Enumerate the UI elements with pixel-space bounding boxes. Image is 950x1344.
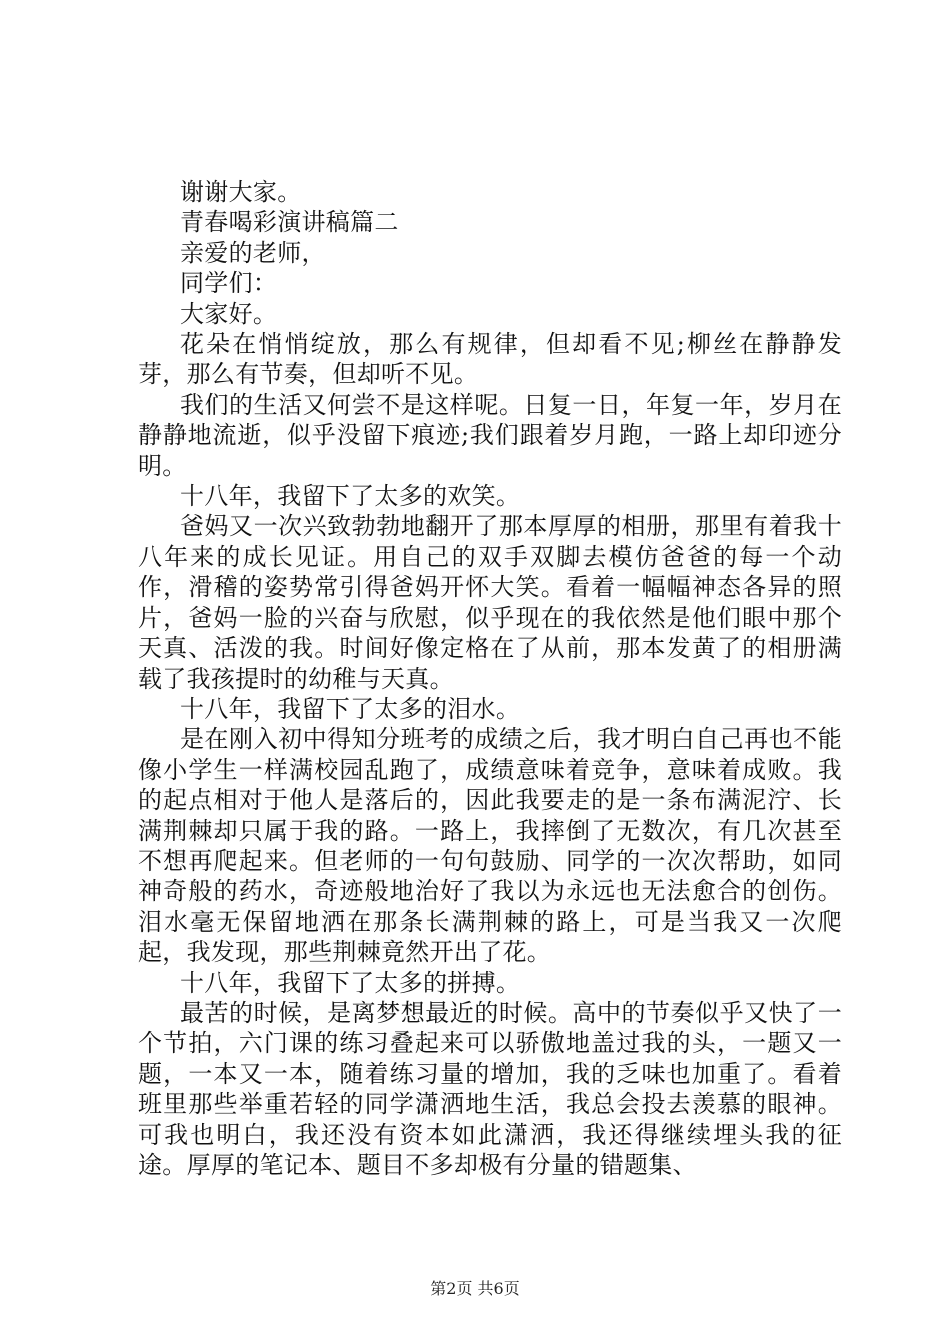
paragraph: 花朵在悄悄绽放，那么有规律，但却看不见;柳丝在静静发芽，那么有节奏，但却听不见。 [138,330,842,389]
section-title: 青春喝彩演讲稿篇二 [180,208,399,237]
document-body [138,177,842,1180]
paragraph: 是在刚入初中得知分班考的成绩之后，我才明白自己再也不能像小学生一样满校园乱跑了，成绩意味着竞争，意味着成败。我的起点相对于他人是落后的，因此我要走的是一条布满泥泞、长满荆棘却只属于我的路。一路上，我摔倒了无数次，有几次甚至不想再爬起来。但老师的一句句鼓励、同学的一次次帮助，如同神奇般的药水，奇迹般地治好了我以为永远也无法愈合的创伤。泪水毫无保留地洒在那条长满荆棘的路上，可是当我又一次爬起，我发现，那些荆棘竟然开出了花。 [138,725,842,967]
paragraph-closing-thanks: 谢谢大家。 [180,178,302,206]
paragraph: 爸妈又一次兴致勃勃地翻开了那本厚厚的相册，那里有着我十八年来的成长见证。用自己的双手双脚去模仿爸爸的每一个动作，滑稽的姿势常引得爸妈开怀大笑。看着一幅幅神态各异的照片，爸妈一脸的兴奋与欣慰，似乎现在的我依然是他们眼中那个天真、活泼的我。时间好像定格在了从前，那本发黄了的相册满载了我孩提时的幼稚与天真。 [138,512,842,693]
page-number-footer: 第2页 共6页 [430,1279,520,1298]
paragraph: 我们的生活又何尝不是这样呢。日复一日，年复一年，岁月在静静地流逝，似乎没留下痕迹;我们跟着岁月跑，一路上却印迹分明。 [138,390,842,480]
paragraph-heading-struggle: 十八年，我留下了太多的拼搏。 [180,968,521,997]
greeting-teachers: 亲爱的老师， [180,238,326,267]
paragraph: 最苦的时候，是离梦想最近的时候。高中的节奏似乎又快了一个节拍，六门课的练习叠起来可以骄傲地盖过我的头，一题又一题，一本又一本，随着练习量的增加，我的乏味也加重了。看着班里那些举重若轻的同学潇洒地生活，我总会投去羡慕的眼神。可我也明白，我还没有资本如此潇洒，我还得继续埋头我的征途。厚厚的笔记本、题目不多却极有分量的错题集、 [138,998,842,1179]
paragraph-heading-tears: 十八年，我留下了太多的泪水。 [180,694,521,723]
greeting-students: 同学们： [180,269,278,298]
greeting-hello: 大家好。 [180,299,278,328]
paragraph-heading-laughter: 十八年，我留下了太多的欢笑。 [180,482,521,511]
